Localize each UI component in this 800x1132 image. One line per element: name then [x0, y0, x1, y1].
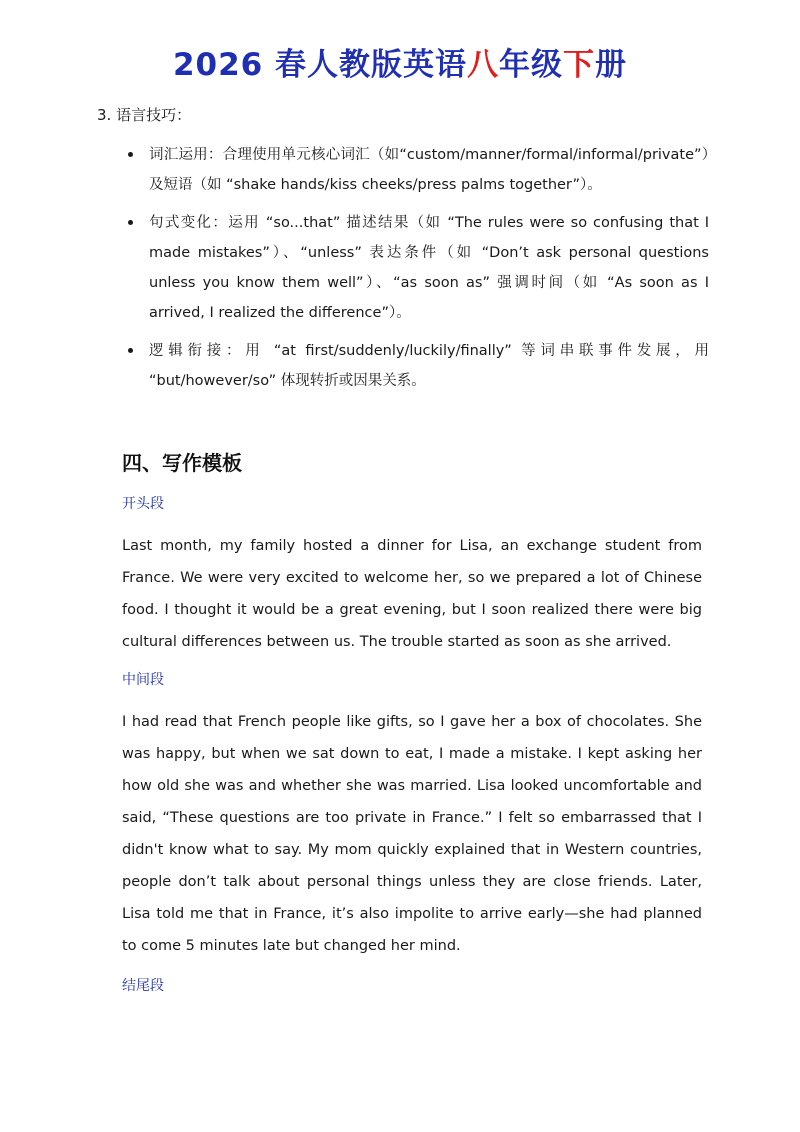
template-heading: 四、写作模板: [122, 451, 242, 475]
skill-item-text: 句式变化：运用 “so...that” 描述结果（如 “The rules were so confusing that I made mistakes”）、“unless” 表达条件（如 “Don’t ask personal questions unless you know them well”）、“as soon as” 强调时间（如 “As soon as I arrived, I realized the difference”）。: [149, 215, 709, 321]
ending-label: 结尾段: [122, 978, 164, 994]
bullet-icon: [128, 220, 133, 225]
language-skills-heading: 3. 语言技巧：: [97, 106, 192, 124]
skill-item-sentences: [97, 208, 709, 328]
language-skills-section: [97, 100, 709, 404]
skill-item-text: 逻辑衔接：用 “at first/suddenly/luckily/finally” 等词串联事件发展，用 “but/however/so” 体现转折或因果关系。: [149, 343, 709, 389]
opening-paragraph: Last month, my family hosted a dinner for Lisa, an exchange student from France. We were very excited to welcome her, so we prepared a lot of Chinese food. I thought it would be a great evening, but I soon realized there were big cultural differences between us. The trouble started as soon as she arrived.: [122, 538, 702, 650]
middle-label: 中间段: [122, 672, 164, 688]
opening-label: 开头段: [122, 496, 164, 512]
middle-paragraph: I had read that French people like gifts, so I gave her a box of chocolates. She was happy, but when we sat down to eat, I made a mistake. I kept asking her how old she was and whether she was married. Lisa looked uncomfortable and said, “These questions are too private in France.” I felt so embarrassed that I didn't know what to say. My mom quickly explained that in Western countries, people don’t talk about personal things unless they are close friends. Later, Lisa told me that in France, it’s also impolite to arrive early—she had planned to come 5 minutes late but changed her mind.: [122, 714, 702, 954]
language-skills-list: [97, 140, 709, 396]
title-part-2: 英语: [403, 47, 468, 83]
skill-item-logic: [97, 336, 709, 396]
skill-item-vocabulary: [97, 140, 709, 200]
page-title: [0, 40, 800, 90]
bullet-icon: [128, 152, 133, 157]
title-part-1: 2026 春人教版: [172, 47, 404, 83]
title-part-5: 下: [563, 47, 596, 83]
title-part-6: 册: [595, 47, 628, 83]
title-part-4: 年级: [499, 47, 564, 83]
skill-item-text: 词汇运用：合理使用单元核心词汇（如“custom/manner/formal/informal/private”）及短语（如 “shake hands/kiss cheeks/press palms together”）。: [149, 147, 709, 193]
bullet-icon: [128, 348, 133, 353]
title-part-3: 八: [467, 47, 500, 83]
